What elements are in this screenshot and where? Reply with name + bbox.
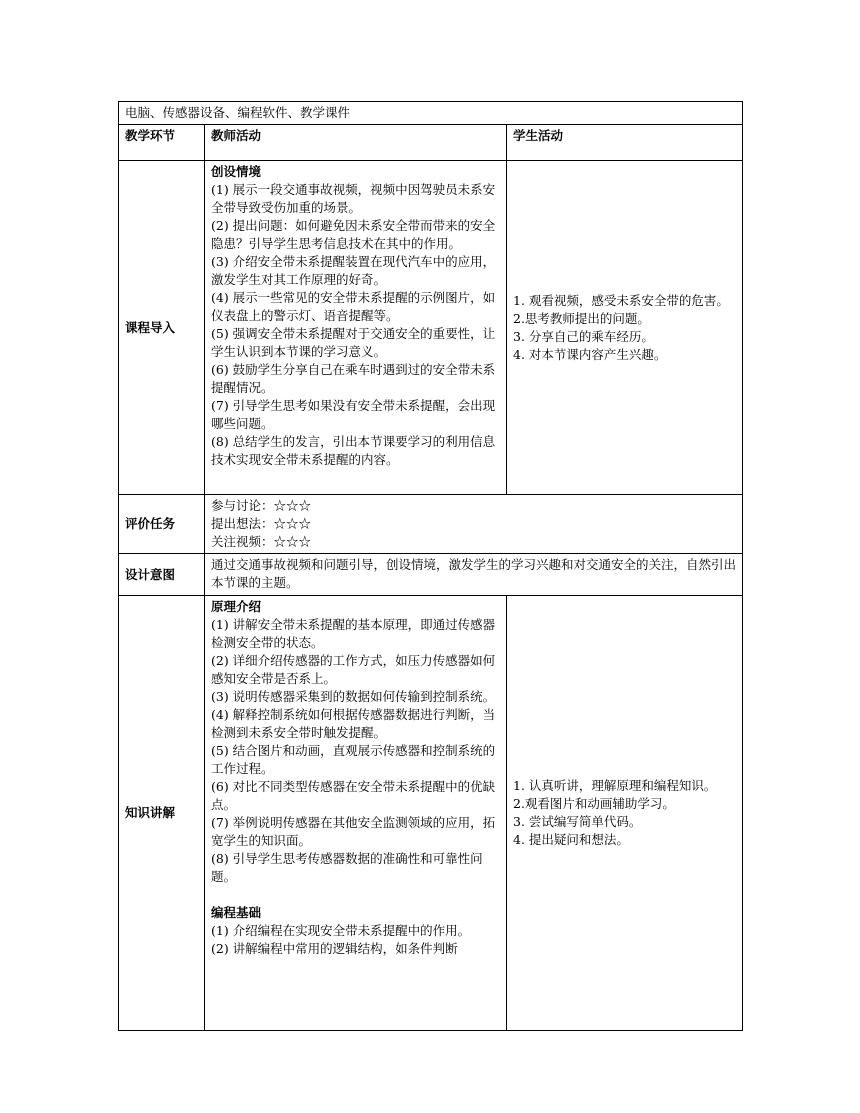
- intro-row: [119, 161, 743, 495]
- evaluation-list: [211, 497, 736, 551]
- principle-item: (2) 详细介绍传感器的工作方式，如压力传感器如何感知安全带是否系上。: [211, 653, 496, 686]
- programming-item: (2) 讲解编程中常用的逻辑结构，如条件判断: [211, 941, 458, 956]
- design-row: [119, 554, 743, 596]
- principle-item: (8) 引导学生思考传感器数据的准确性和可靠性问题。: [211, 851, 483, 884]
- intro-student-cell: [507, 161, 743, 495]
- intro-student-item: 2.思考教师提出的问题。: [513, 310, 650, 326]
- resources-row: [119, 102, 743, 125]
- intro-teacher-item: (5) 强调安全带未系提醒对于交通安全的重要性，让学生认识到本节课的学习意义。: [211, 326, 496, 359]
- lesson-plan-table: [118, 101, 743, 1031]
- design-cell: 通过交通事故视频和问题引导，创设情境，激发学生的学习兴趣和对交通安全的关注，自然引出本节课的主题。: [205, 554, 743, 596]
- knowledge-label: 知识讲解: [119, 596, 205, 1031]
- programming-section-title: 编程基础: [211, 905, 262, 920]
- knowledge-student-cell: [507, 596, 743, 1031]
- intro-teacher-item: (1) 展示一段交通事故视频，视频中因驾驶员未系安全带导致受伤加重的场景。: [211, 182, 496, 215]
- principle-item: (7) 举例说明传感器在其他安全监测领域的应用，拓宽学生的知识面。: [211, 815, 496, 848]
- evaluation-row: [119, 495, 743, 554]
- programming-item: (1) 介绍编程在实现安全带未系提醒中的作用。: [211, 923, 471, 938]
- principle-item: (3) 说明传感器采集到的数据如何传输到控制系统。: [211, 689, 496, 704]
- intro-teacher-item: (3) 介绍安全带未系提醒装置在现代汽车中的应用，激发学生对其工作原理的好奇。: [211, 254, 496, 287]
- design-label: 设计意图: [119, 554, 205, 596]
- intro-teacher-item: (7) 引导学生思考如果没有安全带未系提醒，会出现哪些问题。: [211, 398, 496, 431]
- header-teacher: 教师活动: [205, 125, 507, 161]
- evaluation-item: 提出想法：☆☆☆: [211, 516, 312, 531]
- resources-cell: 电脑、传感器设备、编程软件、教学课件: [119, 102, 743, 125]
- header-student: 学生活动: [507, 125, 743, 161]
- intro-label: 课程导入: [119, 161, 205, 495]
- evaluation-cell: [205, 495, 743, 554]
- knowledge-teacher-cell: [205, 596, 507, 1031]
- principle-item: (1) 讲解安全带未系提醒的基本原理，即通过传感器检测安全带的状态。: [211, 617, 496, 650]
- intro-teacher-item: (4) 展示一些常见的安全带未系提醒的示例图片，如仪表盘上的警示灯、语音提醒等。: [211, 290, 496, 323]
- intro-teacher-item: (6) 鼓励学生分享自己在乘车时遇到过的安全带未系提醒情况。: [211, 362, 496, 395]
- evaluation-item: 参与讨论：☆☆☆: [211, 498, 312, 513]
- header-row: [119, 125, 743, 161]
- intro-student-item: 1. 观看视频，感受未系安全带的危害。: [513, 292, 729, 308]
- evaluation-label: 评价任务: [119, 495, 205, 554]
- principle-section-title: 原理介绍: [211, 599, 262, 614]
- intro-teacher-list: [211, 181, 500, 469]
- knowledge-teacher-content: [211, 598, 500, 1028]
- intro-teacher-item: (2) 提出问题：如何避免因未系安全带而带来的安全隐患？引导学生思考信息技术在其中的作用。: [211, 218, 496, 251]
- knowledge-student-item: 3. 尝试编写简单代码。: [513, 814, 642, 829]
- principle-item: (5) 结合图片和动画，直观展示传感器和控制系统的工作过程。: [211, 743, 496, 776]
- programming-list: [211, 922, 500, 958]
- intro-student-item: 4. 对本节课内容产生兴趣。: [513, 346, 667, 362]
- intro-teacher-cell: [205, 161, 507, 495]
- knowledge-row: [119, 596, 743, 1031]
- intro-student-item: 3. 分享自己的乘车经历。: [513, 328, 654, 344]
- knowledge-student-item: 1. 认真听讲，理解原理和编程知识。: [513, 778, 717, 793]
- section-spacer: [211, 886, 500, 904]
- knowledge-student-list: [513, 777, 736, 849]
- knowledge-student-item: 2.观看图片和动画辅助学习。: [513, 796, 675, 811]
- intro-student-list: [513, 292, 736, 364]
- evaluation-item: 关注视频：☆☆☆: [211, 534, 312, 549]
- principle-list: [211, 616, 500, 886]
- intro-section-title: 创设情境: [211, 164, 262, 179]
- knowledge-student-item: 4. 提出疑问和想法。: [513, 832, 629, 847]
- intro-teacher-item: (8) 总结学生的发言，引出本节课要学习的利用信息技术实现安全带未系提醒的内容。: [211, 434, 496, 467]
- principle-item: (6) 对比不同类型传感器在安全带未系提醒中的优缺点。: [211, 779, 496, 812]
- header-stage: 教学环节: [119, 125, 205, 161]
- principle-item: (4) 解释控制系统如何根据传感器数据进行判断，当检测到未系安全带时触发提醒。: [211, 707, 496, 740]
